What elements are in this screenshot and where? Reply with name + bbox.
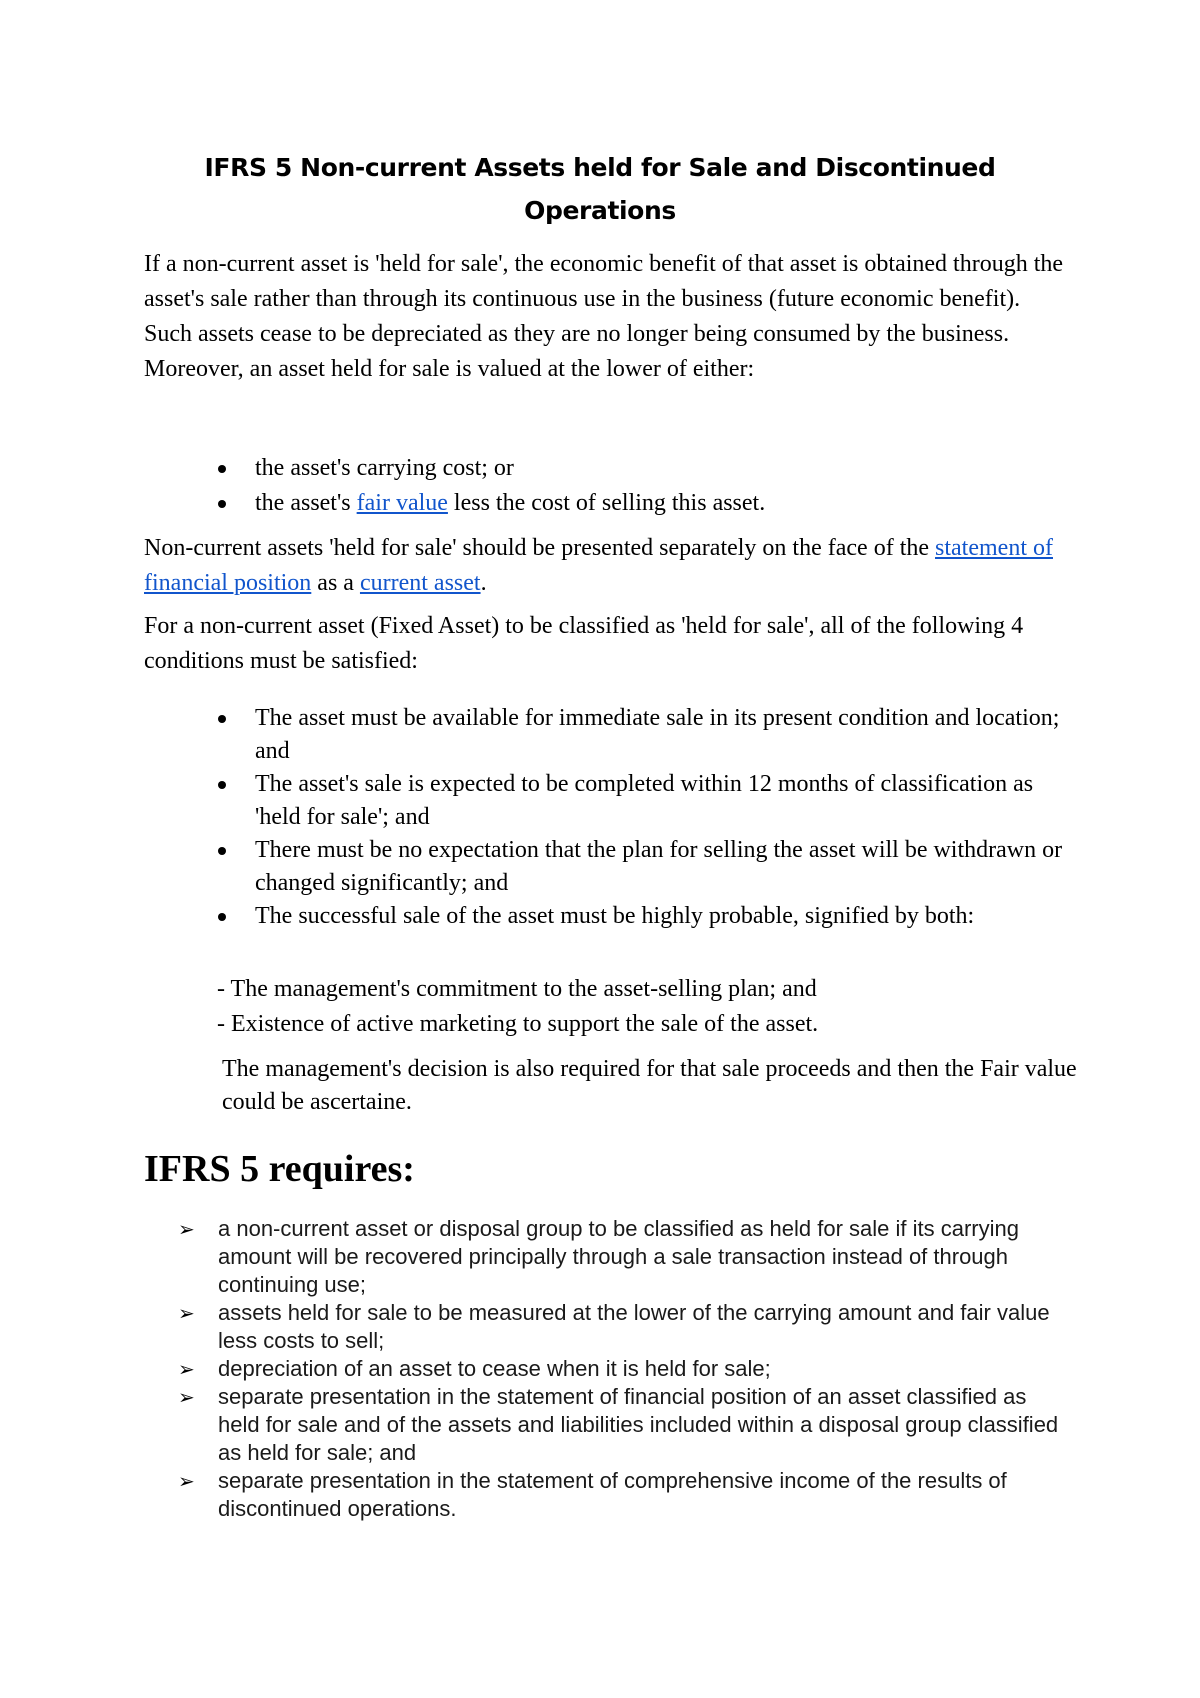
current-asset-link[interactable]: current asset xyxy=(359,570,481,596)
list-item xyxy=(144,1355,1074,1383)
sub-condition-line: - The management's commitment to the asset-selling plan; and xyxy=(217,976,817,1002)
requirement-text: a non-current asset or disposal group to be classified as held for sale if its carrying amount will be recovered principally through a sale transaction instead of through continuing use; xyxy=(218,1216,1019,1297)
arrow-bullet-icon: ➢ xyxy=(178,1469,195,1493)
requirements-list xyxy=(144,1215,1074,1523)
conditions-intro-paragraph: For a non-current asset (Fixed Asset) to be classified as 'held for sale', all of the following 4 conditions must be satisfied: xyxy=(144,613,1024,674)
list-item xyxy=(144,451,1064,486)
list-item xyxy=(144,1383,1074,1467)
sub-condition-line: - Existence of active marketing to support the sale of the asset. xyxy=(217,1011,819,1037)
list-item xyxy=(144,702,1084,768)
list-item xyxy=(144,1467,1074,1523)
arrow-bullet-icon: ➢ xyxy=(178,1217,195,1241)
condition-text: The successful sale of the asset must be highly probable, signified by both: xyxy=(255,903,975,929)
condition-text: The asset must be available for immediate sale in its present condition and location; and xyxy=(255,705,1060,764)
intro-paragraph: If a non-current asset is 'held for sale', the economic benefit of that asset is obtained through the asset's sale rather than through its continuous use in the business (future economic benefit). Such assets cease to be depreciated as they are no longer being consumed by the business. Moreover, an asset held for sale is valued at the lower of either: xyxy=(144,251,1064,382)
bullet-icon xyxy=(218,500,226,508)
list-item xyxy=(144,834,1084,900)
arrow-bullet-icon: ➢ xyxy=(178,1357,195,1381)
bullet-icon xyxy=(218,847,226,855)
list-item xyxy=(144,1215,1074,1299)
list-item xyxy=(144,768,1084,834)
presentation-paragraph xyxy=(144,531,1064,601)
statement-of-financial-position-link[interactable]: statement of financial position xyxy=(144,535,1053,596)
valuation-bullet-list xyxy=(144,451,1064,521)
fair-value-link[interactable]: fair value xyxy=(356,490,448,516)
bullet-icon xyxy=(218,465,226,473)
sub-conditions xyxy=(217,972,1117,1042)
presentation-text-middle: as a xyxy=(311,570,360,596)
requires-heading: IFRS 5 requires: xyxy=(144,1148,415,1190)
requirement-text: depreciation of an asset to cease when it is held for sale; xyxy=(218,1356,771,1381)
requirement-text: separate presentation in the statement of comprehensive income of the results of discontinued operations. xyxy=(218,1468,1007,1521)
list-item xyxy=(144,900,1084,933)
list-item xyxy=(144,486,1064,521)
condition-text: The asset's sale is expected to be completed within 12 months of classification as 'held for sale'; and xyxy=(255,771,1034,830)
bullet-icon xyxy=(218,781,226,789)
valuation-item-text-after: less the cost of selling this asset. xyxy=(447,490,766,516)
conditions-bullet-list xyxy=(144,702,1084,933)
arrow-bullet-icon: ➢ xyxy=(178,1301,195,1325)
valuation-item-text-before: the asset's xyxy=(255,490,357,516)
arrow-bullet-icon: ➢ xyxy=(178,1385,195,1409)
bullet-icon xyxy=(218,913,226,921)
presentation-text-after: . xyxy=(480,570,487,596)
document-title: IFRS 5 Non-current Assets held for Sale and Discontinued Operations xyxy=(204,153,996,225)
valuation-item-text: the asset's carrying cost; or xyxy=(255,455,514,481)
requirement-text: assets held for sale to be measured at the lower of the carrying amount and fair value less costs to sell; xyxy=(218,1300,1050,1353)
condition-text: There must be no expectation that the plan for selling the asset will be withdrawn or changed significantly; and xyxy=(255,837,1063,896)
bullet-icon xyxy=(218,715,226,723)
list-item xyxy=(144,1299,1074,1355)
presentation-text-before: Non-current assets 'held for sale' should be presented separately on the face of the xyxy=(144,535,936,561)
requirement-text: separate presentation in the statement of financial position of an asset classified as held for sale and of the assets and liabilities included within a disposal group classified as held for sale; and xyxy=(218,1384,1059,1465)
decision-note-paragraph: The management's decision is also required for that sale proceeds and then the Fair value could be ascertaine. xyxy=(222,1056,1077,1115)
